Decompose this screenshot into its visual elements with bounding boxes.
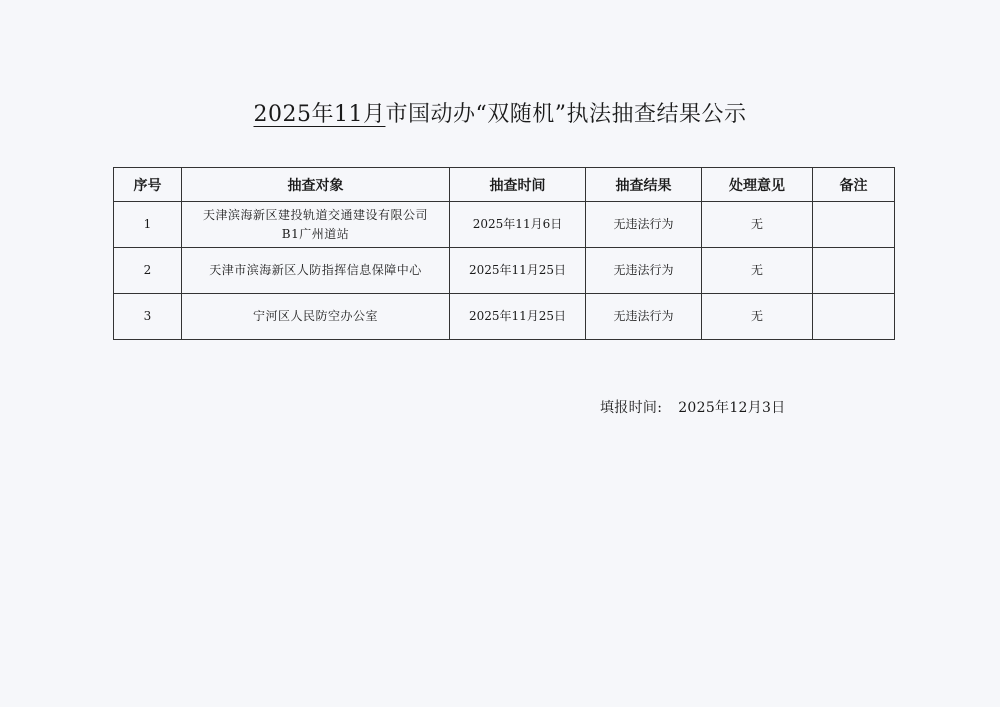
header-result: 抽查结果 bbox=[586, 168, 702, 202]
cell-result: 无违法行为 bbox=[586, 294, 702, 340]
cell-opinion: 无 bbox=[702, 248, 813, 294]
cell-opinion: 无 bbox=[702, 202, 813, 248]
inspection-result-table bbox=[113, 167, 895, 340]
cell-opinion: 无 bbox=[702, 294, 813, 340]
header-object: 抽查对象 bbox=[182, 168, 450, 202]
table-row bbox=[114, 294, 895, 340]
cell-object-line: 天津滨海新区建投轨道交通建设有限公司 bbox=[202, 207, 428, 222]
fill-date bbox=[600, 397, 786, 417]
cell-time: 2025年11月25日 bbox=[450, 294, 586, 340]
fill-date-value: 2025年12月3日 bbox=[678, 400, 786, 416]
title-date: 2025年11月 bbox=[253, 102, 386, 127]
table-row bbox=[114, 248, 895, 294]
cell-object bbox=[182, 202, 450, 248]
cell-index: 1 bbox=[114, 202, 182, 248]
cell-remark bbox=[813, 202, 895, 248]
cell-index: 2 bbox=[114, 248, 182, 294]
cell-time: 2025年11月25日 bbox=[450, 248, 586, 294]
table-header-row bbox=[114, 168, 895, 202]
fill-date-label: 填报时间: bbox=[600, 400, 663, 416]
cell-remark bbox=[813, 248, 895, 294]
header-remark: 备注 bbox=[813, 168, 895, 202]
title-text: 市国动办“双随机”执法抽查结果公示 bbox=[385, 102, 747, 127]
header-time: 抽查时间 bbox=[450, 168, 586, 202]
cell-result: 无违法行为 bbox=[586, 202, 702, 248]
table-row bbox=[114, 202, 895, 248]
cell-time: 2025年11月6日 bbox=[450, 202, 586, 248]
page-title bbox=[0, 97, 1000, 128]
cell-object: 天津市滨海新区人防指挥信息保障中心 bbox=[182, 248, 450, 294]
cell-object: 宁河区人民防空办公室 bbox=[182, 294, 450, 340]
header-opinion: 处理意见 bbox=[702, 168, 813, 202]
cell-result: 无违法行为 bbox=[586, 248, 702, 294]
cell-object-line: B1广州道站 bbox=[281, 226, 350, 241]
cell-remark bbox=[813, 294, 895, 340]
cell-index: 3 bbox=[114, 294, 182, 340]
header-index: 序号 bbox=[114, 168, 182, 202]
